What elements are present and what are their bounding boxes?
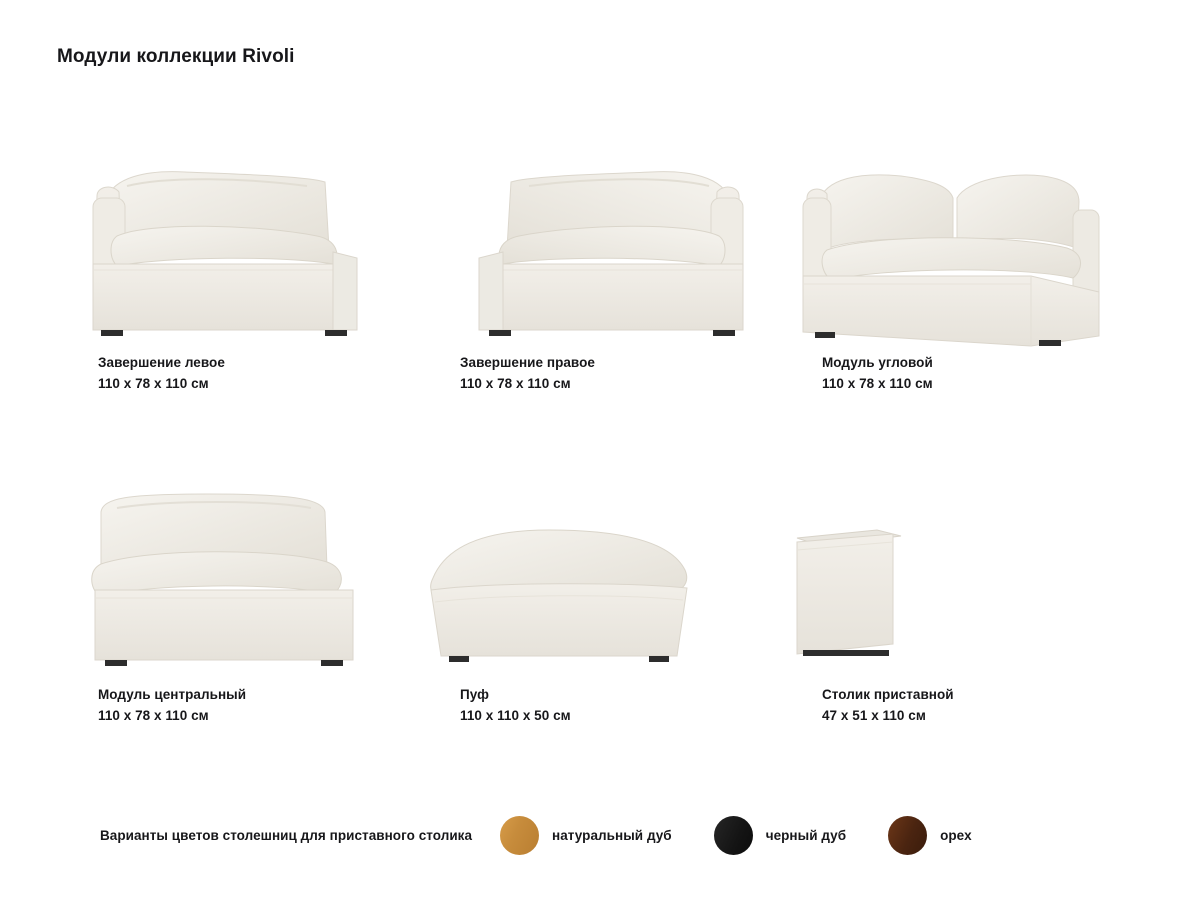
sofa-right-end-icon — [419, 140, 779, 355]
color-options-footer — [0, 810, 1200, 860]
side-table-icon — [781, 472, 1141, 687]
swatch-label: натуральный дуб — [552, 827, 672, 843]
module-image-pouf — [419, 472, 779, 687]
module-image-center — [57, 472, 417, 687]
swatch-label: черный дуб — [765, 827, 847, 843]
module-card-pouf — [419, 472, 781, 742]
module-name: Столик приставной — [822, 687, 954, 702]
module-card-center — [57, 472, 419, 742]
swatch-color-circle — [714, 816, 753, 855]
module-dimensions: 110 x 78 x 110 см — [460, 376, 571, 391]
module-name: Модуль центральный — [98, 687, 247, 702]
module-name: Завершение левое — [98, 355, 225, 370]
sofa-center-icon — [57, 472, 417, 687]
module-image-corner — [781, 140, 1141, 355]
swatch-walnut[interactable] — [888, 816, 972, 855]
module-dimensions: 110 x 78 x 110 см — [98, 376, 209, 391]
module-card-right-end — [419, 140, 781, 410]
page-title: Модули коллекции Rivoli — [57, 46, 295, 67]
swatch-color-circle — [888, 816, 927, 855]
module-name: Завершение правое — [460, 355, 595, 370]
module-image-right-end — [419, 140, 779, 355]
module-card-left-end — [57, 140, 419, 410]
module-dimensions: 110 x 78 x 110 см — [822, 376, 933, 391]
module-name: Модуль угловой — [822, 355, 933, 370]
swatch-natural-oak[interactable] — [500, 816, 672, 855]
swatch-label: орех — [940, 827, 972, 843]
swatch-color-circle — [500, 816, 539, 855]
module-card-corner — [781, 140, 1143, 410]
module-dimensions: 110 x 78 x 110 см — [98, 708, 209, 723]
module-card-side-table — [781, 472, 1143, 742]
modules-grid — [57, 140, 1143, 742]
pouf-icon — [419, 472, 779, 687]
sofa-left-end-icon — [57, 140, 417, 355]
sofa-corner-icon — [781, 140, 1141, 355]
module-dimensions: 110 x 110 x 50 см — [460, 708, 571, 723]
module-dimensions: 47 x 51 x 110 см — [822, 708, 926, 723]
module-image-left-end — [57, 140, 417, 355]
swatch-black-oak[interactable] — [714, 816, 846, 855]
module-name: Пуф — [460, 687, 489, 702]
module-image-side-table — [781, 472, 1141, 687]
color-options-label: Варианты цветов столешниц для приставного столика — [100, 827, 473, 843]
